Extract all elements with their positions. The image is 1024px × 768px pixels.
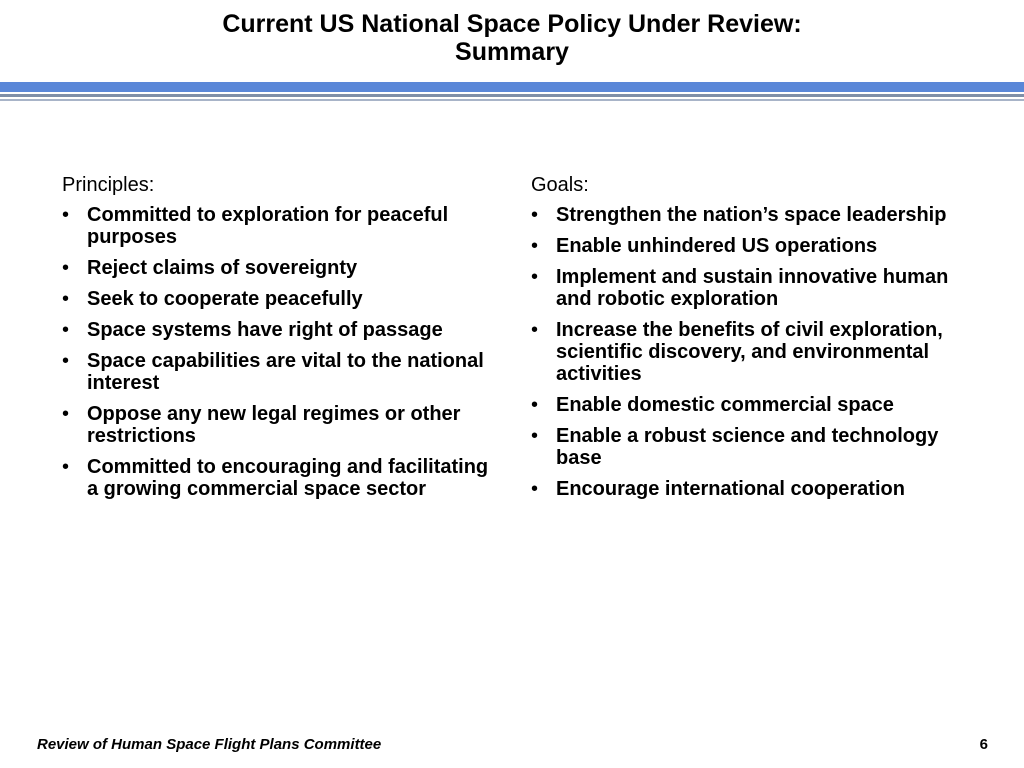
list-item-text: Reject claims of sovereignty <box>87 257 358 279</box>
list-item-text: Increase the benefits of civil exploration, scientific discovery, and environmental activities <box>556 319 943 385</box>
goals-list <box>531 204 971 500</box>
bullet-dot-icon: • <box>531 425 539 447</box>
list-item-text: Committed to encouraging and facilitating a growing commercial space sector <box>87 456 489 500</box>
page-title <box>0 10 1024 66</box>
list-item-text: Strengthen the nation’s space leadership <box>556 204 947 226</box>
divider-bar-tertiary <box>0 99 1024 101</box>
list-item-text: Implement and sustain innovative human and robotic exploration <box>556 266 949 310</box>
list-item <box>62 257 502 279</box>
bullet-dot-icon: • <box>62 204 70 226</box>
goals-heading: Goals: <box>531 174 589 196</box>
bullet-dot-icon: • <box>531 235 539 257</box>
list-item <box>62 350 502 394</box>
title-line-1: Current US National Space Policy Under Review: <box>222 10 802 38</box>
list-item-text: Enable a robust science and technology base <box>556 425 939 469</box>
bullet-dot-icon: • <box>62 350 70 372</box>
divider-bar-secondary <box>0 94 1024 97</box>
principles-list <box>62 204 502 500</box>
list-item <box>62 204 502 248</box>
bullet-dot-icon: • <box>62 456 70 478</box>
list-item-text: Enable unhindered US operations <box>556 235 878 257</box>
list-item <box>531 425 971 469</box>
list-item <box>531 266 971 310</box>
list-item-text: Committed to exploration for peaceful purposes <box>87 204 449 248</box>
title-divider <box>0 82 1024 102</box>
bullet-dot-icon: • <box>62 257 70 279</box>
list-item <box>62 456 502 500</box>
footer-committee: Review of Human Space Flight Plans Committee <box>37 736 382 753</box>
list-item <box>531 235 971 257</box>
title-line-2: Summary <box>455 38 569 66</box>
page-number: 6 <box>979 736 988 753</box>
list-item <box>531 319 971 385</box>
list-item-text: Space capabilities are vital to the national interest <box>87 350 484 394</box>
principles-heading: Principles: <box>62 174 155 196</box>
bullet-dot-icon: • <box>531 478 539 500</box>
goals-column <box>531 174 971 509</box>
list-item <box>531 204 971 226</box>
bullet-dot-icon: • <box>531 394 539 416</box>
list-item-text: Space systems have right of passage <box>87 319 443 341</box>
principles-column <box>62 174 502 509</box>
list-item <box>62 319 502 341</box>
bullet-dot-icon: • <box>62 403 70 425</box>
list-item-text: Seek to cooperate peacefully <box>87 288 363 310</box>
list-item <box>531 478 971 500</box>
bullet-dot-icon: • <box>531 204 539 226</box>
list-item-text: Encourage international cooperation <box>556 478 905 500</box>
divider-bar-primary <box>0 82 1024 92</box>
bullet-dot-icon: • <box>62 288 70 310</box>
list-item-text: Enable domestic commercial space <box>556 394 894 416</box>
list-item <box>62 403 502 447</box>
bullet-dot-icon: • <box>531 319 539 341</box>
list-item-text: Oppose any new legal regimes or other restrictions <box>87 403 461 447</box>
list-item <box>531 394 971 416</box>
bullet-dot-icon: • <box>531 266 539 288</box>
list-item <box>62 288 502 310</box>
bullet-dot-icon: • <box>62 319 70 341</box>
